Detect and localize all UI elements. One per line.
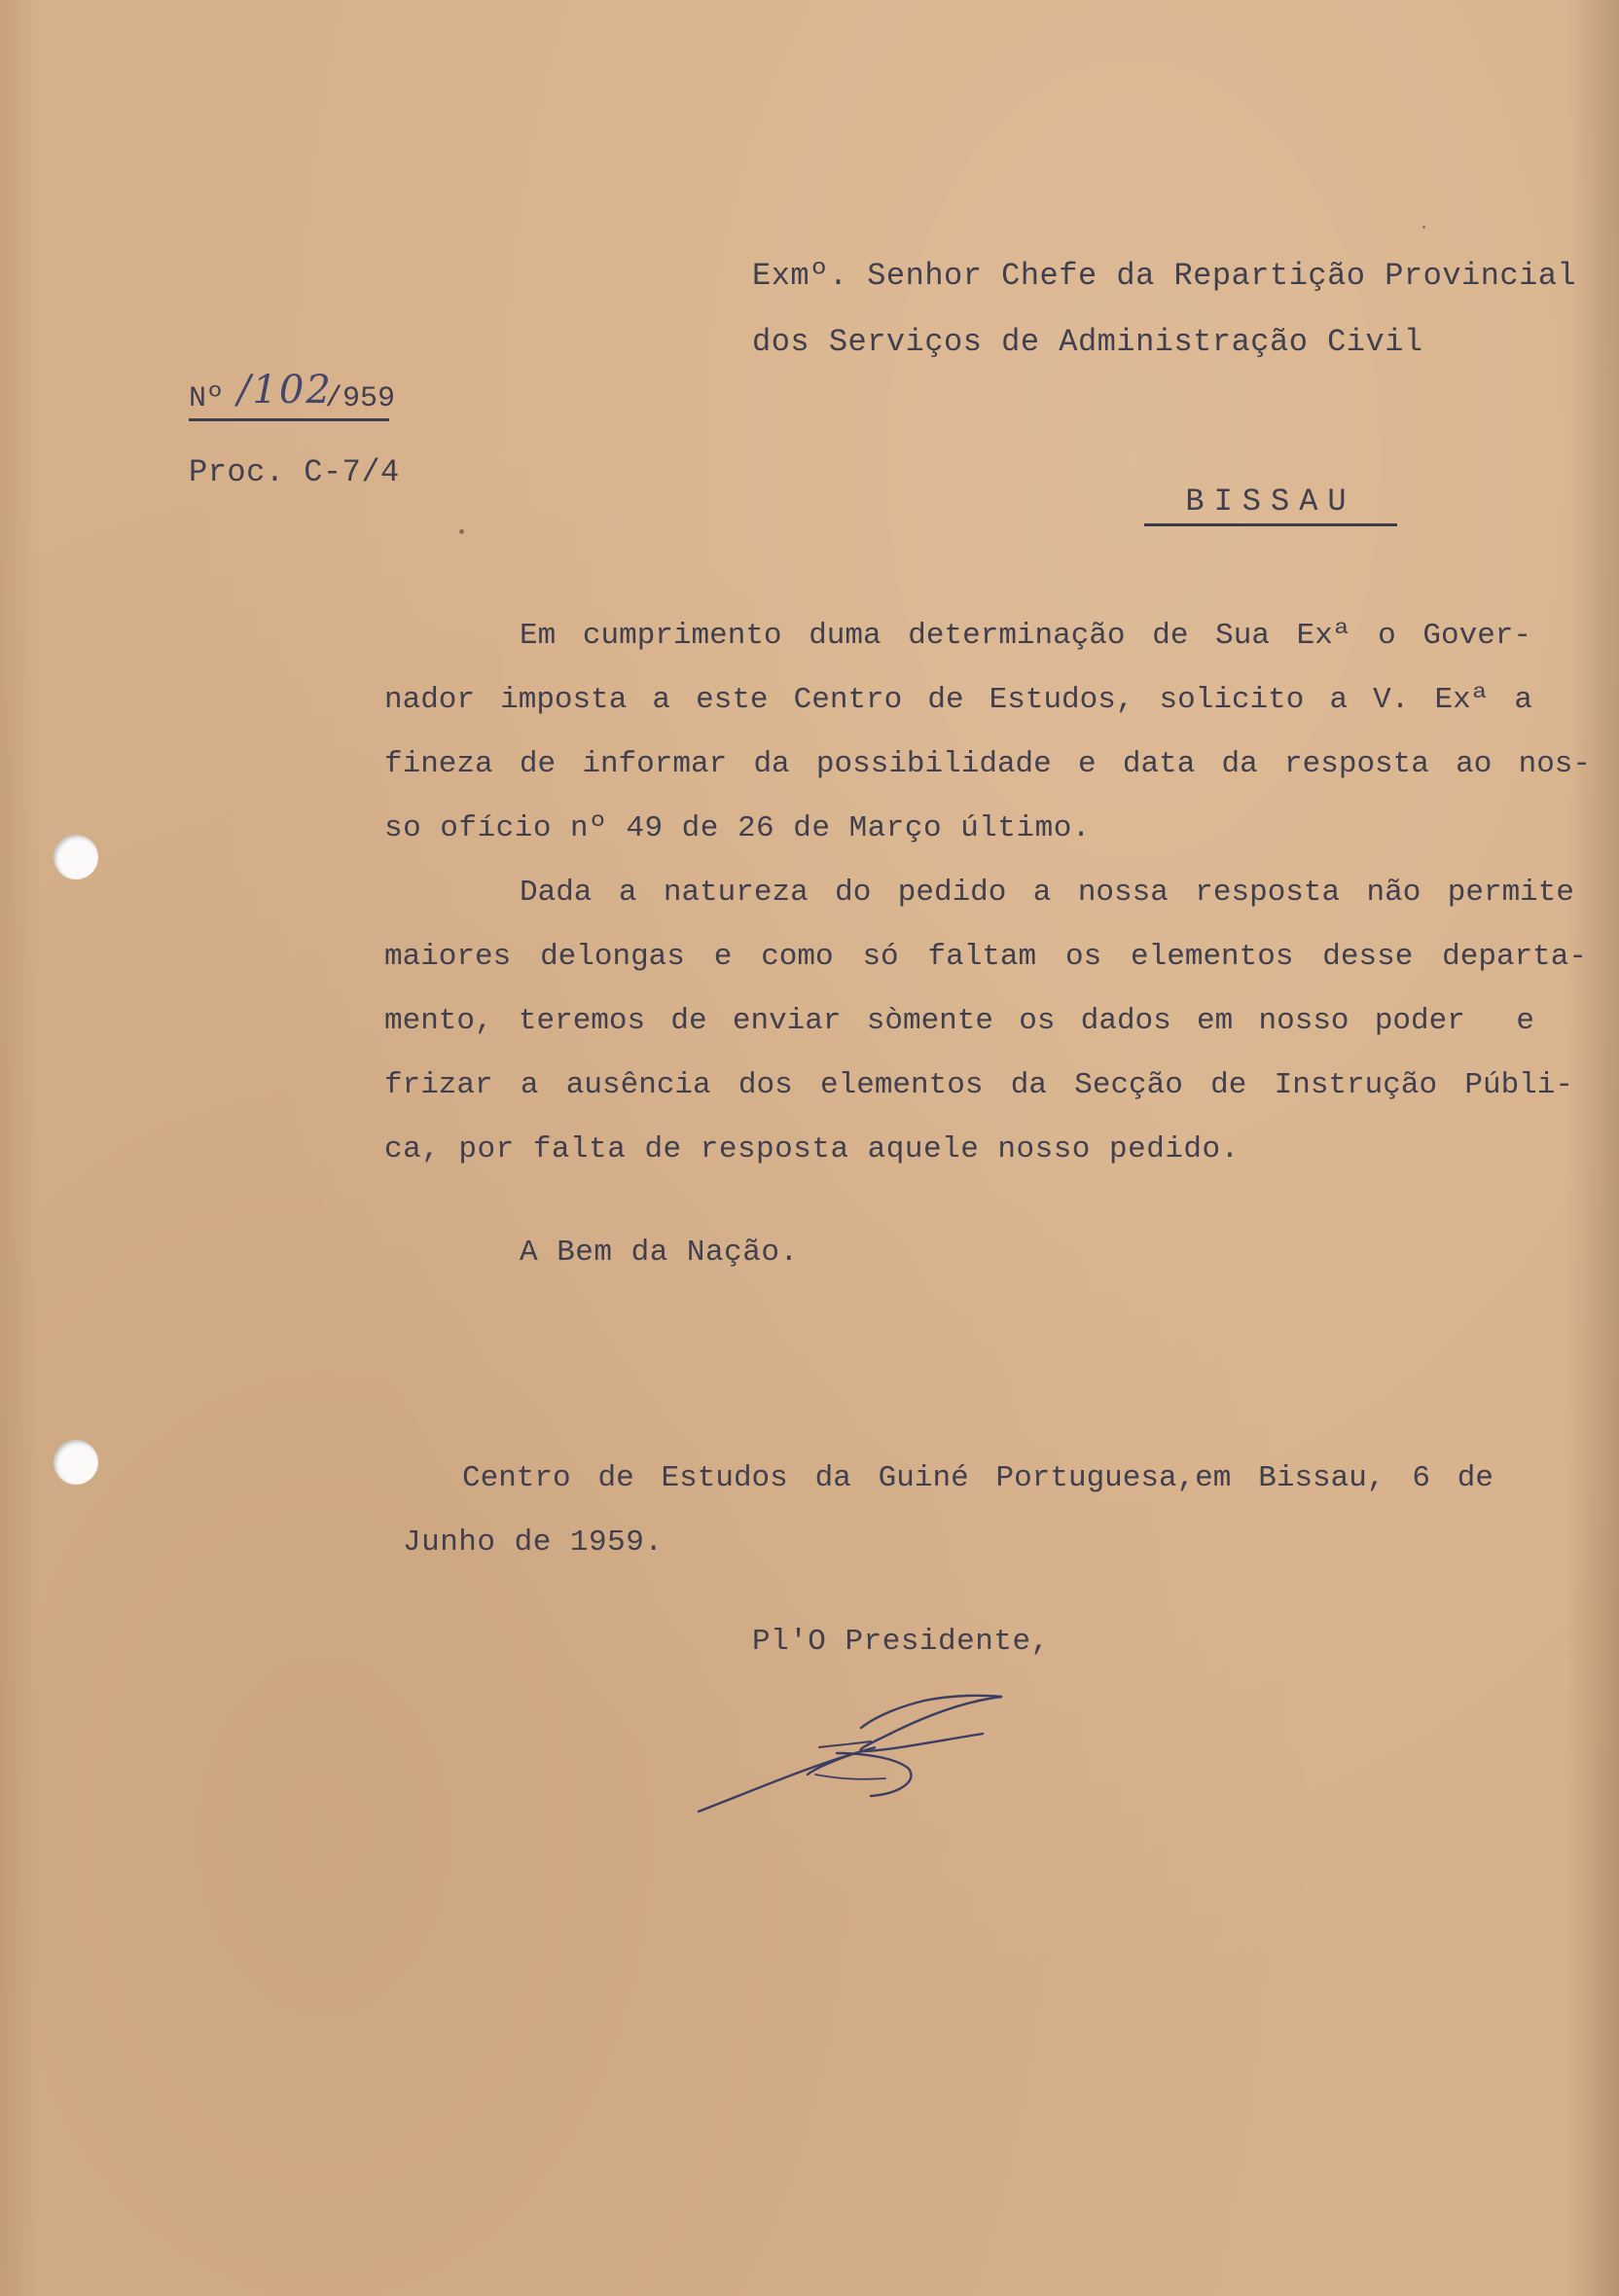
signatory-title: Pl'O Presidente, xyxy=(752,1625,1050,1659)
reference-number-prefix: Nº xyxy=(189,382,225,415)
paragraph-1-line-4: so ofício nº 49 de 26 de Março último. xyxy=(384,811,1091,845)
paragraph-2-line-3: mento, teremos de enviar sòmente os dados em nosso poder e xyxy=(384,1004,1534,1038)
handwritten-signature xyxy=(691,1693,1012,1829)
addressee-line-1: Exmº. Senhor Chefe da Repartição Provincial xyxy=(752,258,1577,294)
paragraph-1-line-3: fineza de informar da possibilidade e data da resposta ao nos- xyxy=(384,747,1591,781)
place-date-line-2: Junho de 1959. xyxy=(403,1525,664,1560)
punch-hole-bottom xyxy=(54,1440,98,1485)
paragraph-1-line-2: nador imposta a este Centro de Estudos, solicito a V. Exª a xyxy=(384,683,1532,717)
paragraph-2-line-2: maiores delongas e como só faltam os elementos desse departa- xyxy=(384,940,1587,974)
punch-hole-top xyxy=(54,835,98,879)
closing-salutation: A Bem da Nação. xyxy=(520,1236,799,1270)
paper-speck xyxy=(1422,226,1425,229)
paragraph-2-line-4: frizar a ausência dos elementos da Secção de Instrução Públi- xyxy=(384,1068,1573,1102)
reference-number-underline xyxy=(189,418,389,421)
reference-number-suffix: /959 xyxy=(325,382,396,415)
paragraph-2-line-1: Dada a natureza do pedido a nossa resposta não permite xyxy=(520,876,1574,910)
addressee-line-2: dos Serviços de Administração Civil xyxy=(752,324,1423,360)
reference-number-handwritten: /102 xyxy=(237,368,333,413)
paragraph-2-line-5: ca, por falta de resposta aquele nosso pedido. xyxy=(384,1132,1240,1166)
paragraph-1-line-1: Em cumprimento duma determinação de Sua Exª o Gover- xyxy=(520,619,1531,653)
paper-speck xyxy=(459,529,464,534)
process-reference: Proc. C-7/4 xyxy=(189,454,400,490)
addressee-city: BISSAU xyxy=(1144,483,1397,526)
place-date-line-1: Centro de Estudos da Guiné Portuguesa,em Bissau, 6 de xyxy=(462,1461,1493,1495)
